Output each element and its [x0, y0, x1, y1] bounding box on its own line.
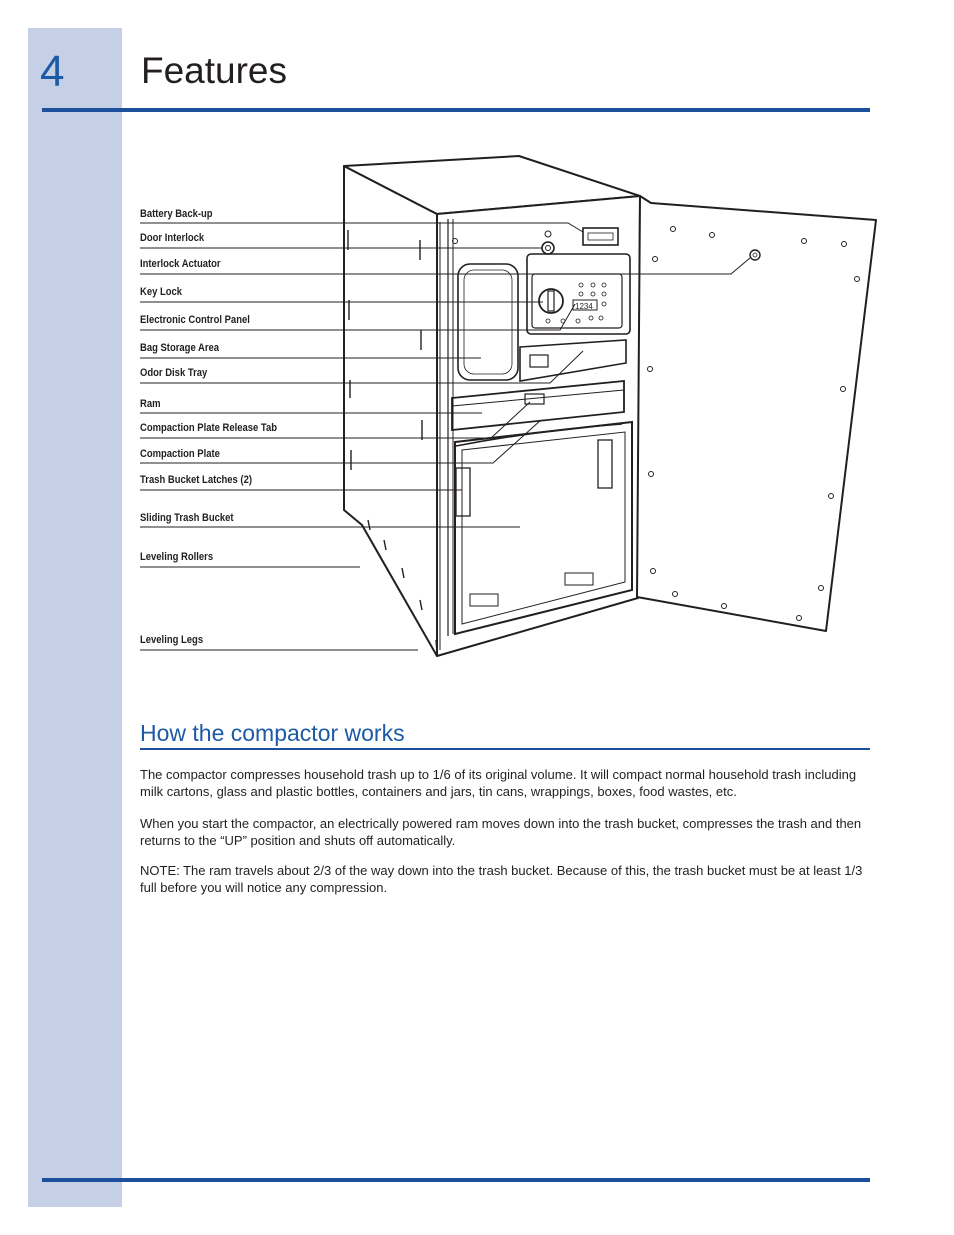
callout-compaction-plate: Compaction Plate: [140, 448, 220, 460]
callout-bag-storage-area: Bag Storage Area: [140, 342, 220, 354]
page-number: 4: [40, 47, 65, 96]
callout-leveling-rollers: Leveling Rollers: [140, 551, 214, 563]
callout-key-lock: Key Lock: [140, 286, 183, 298]
callout-sliding-trash-bucket: Sliding Trash Bucket: [140, 512, 234, 524]
section-rule: [140, 748, 870, 750]
callout-ram: Ram: [140, 398, 161, 410]
footer-rule: [42, 1178, 870, 1182]
callout-trash-bucket-latches: Trash Bucket Latches (2): [140, 474, 252, 486]
callout-interlock-actuator: Interlock Actuator: [140, 258, 221, 270]
section-title: How the compactor works: [140, 720, 405, 746]
callout-leveling-legs: Leveling Legs: [140, 634, 204, 646]
callout-battery-backup: Battery Back-up: [140, 208, 213, 220]
panel-display: 1234: [575, 302, 593, 311]
page-title: Features: [141, 50, 288, 91]
compactor-cabinet: [344, 156, 640, 656]
callout-compaction-plate-release-tab: Compaction Plate Release Tab: [140, 422, 278, 434]
callout-odor-disk-tray: Odor Disk Tray: [140, 367, 208, 379]
paragraph-note: NOTE: The ram travels about 2/3 of the way down into the trash bucket. Because of this, the trash bucket must be at least 1/3 full before you will notice any compression.: [140, 863, 863, 895]
paragraph-compression: The compactor compresses household trash up to 1/6 of its original volume. It will compact normal household trash including milk cartons, glass and plastic bottles, containers and jars, tin cans, wrappings, boxes, food wastes, etc.: [140, 767, 857, 799]
paragraph-operation: When you start the compactor, an electrically powered ram moves down into the trash bucket, compresses the trash and then returns to the “UP” position and shuts off automatically.: [140, 816, 862, 848]
callout-electronic-control-panel: Electronic Control Panel: [140, 314, 250, 326]
compactor-door: [637, 196, 876, 631]
callout-door-interlock: Door Interlock: [140, 232, 205, 244]
